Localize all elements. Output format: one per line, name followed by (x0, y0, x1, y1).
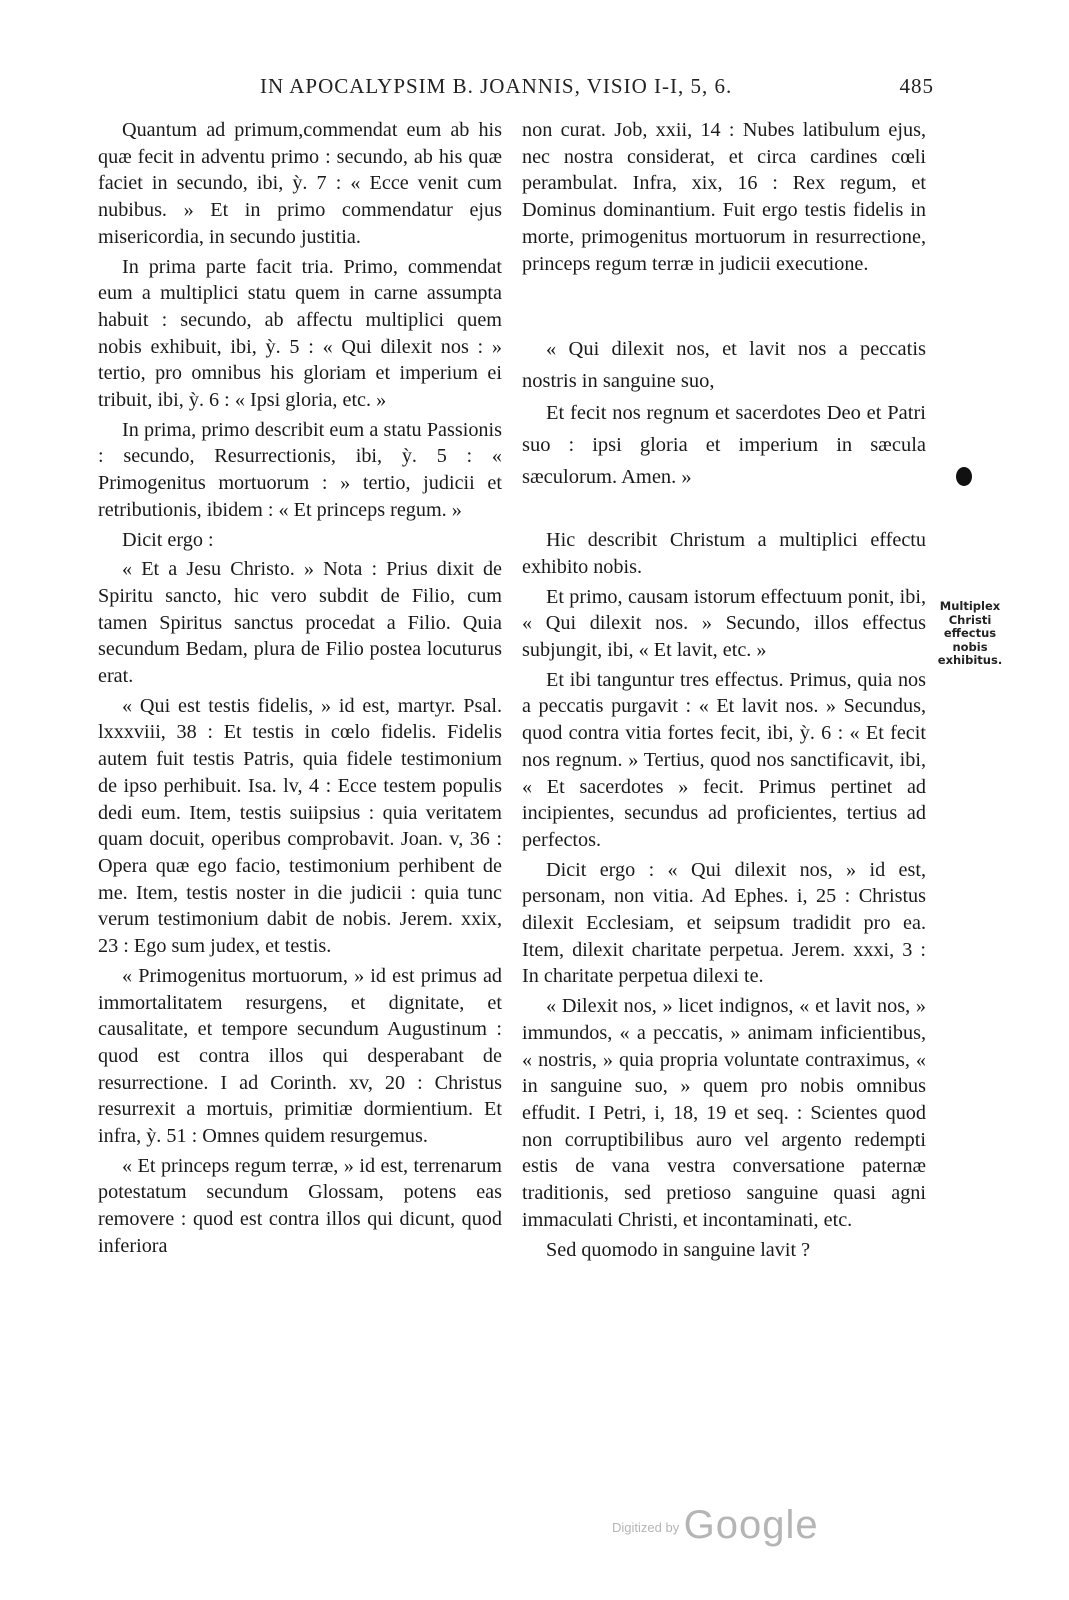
paragraph: « Qui est testis fidelis, » id est, martyr. Psal. lxxxviii, 38 : Et testis in cœlo fidelis. Fidelis autem fuit testis Patris, quia fidele testimonium de ipso perhibuit. Isa. lv, 4 : Ecce testem populis dedi eum. Item, testis suiipsius : quia veritatem quam docuit, operibus comprobavit. Joan. v, 36 : Opera quæ ego facio, testimonium perhibent de me. Item, testis noster in die judicii : quia tunc verum testimonium dabit de nobis. Jerem. xxix, 23 : Ego sum judex, et testis. (98, 694, 502, 958)
paragraph: « Et princeps regum terræ, » id est, terrenarum potestatum secundum Glossam, potens eas removere : quod est contra illos qui dicunt, quod inferiora (98, 1154, 502, 1257)
scripture-quote (522, 333, 926, 493)
paragraph: Et primo, causam istorum effectuum ponit, ibi, « Qui dilexit nos. » Secundo, illos effectus subjungit, ibi, « Et lavit, etc. » (522, 585, 926, 662)
paragraph: Sed quomodo in sanguine lavit ? (546, 1238, 811, 1261)
paragraph: « Dilexit nos, » licet indignos, « et lavit nos, » immundos, « a peccatis, » animam inficientibus, « nostris, » quia propria voluntate contraximus, « in sanguine suo, » quem pro nobis omnibus effudit. I Petri, i, 18, 19 et seq. : Scientes quod non corruptibilibus auro vel argento redempti estis de vana vestra conversatione paternæ traditionis, sed pretioso sanguine quasi agni immaculati Christi, et incontaminati, etc. (522, 995, 926, 1231)
paragraph: Quantum ad primum,commendat eum ab his quæ fecit in adventu primo : secundo, ab his quæ faciet in secundo, ibi, ỳ. 7 : « Ecce venit cum nubibus. » Et in primo commendatur ejus misericordia, in secundo justitia. (98, 119, 502, 248)
paragraph: Dicit ergo : (122, 528, 214, 551)
paragraph: « Et a Jesu Christo. » Nota : Prius dixit de Spiritu sancto, hic vero subdit de Filio, cum tamen Spiritus sanctus procedat a Filio. Quia secundum Bedam, plura de Filio postea locuturus erat. (98, 558, 502, 688)
running-header (260, 74, 934, 99)
page-number: 485 (899, 74, 934, 98)
quote-line: Et fecit nos regnum et sacerdotes Deo et Patri suo : ipsi gloria et imperium in sæcula sæculorum. Amen. » (522, 402, 926, 489)
left-column (98, 117, 502, 1263)
running-title: IN APOCALYPSIM B. JOANNIS, VISIO I-I, 5, 6. (260, 74, 733, 98)
paragraph: Et ibi tanguntur tres effectus. Primus, quia nos a peccatis purgavit : « Et lavit nos. » Secundus, quod contra vitia fortes fecit, ibi, ỳ. 6 : « Et fecit nos regnum. » Tertius, quod nos sanctificavit, ibi, « Et sacerdotes » fecit. Primus pertinet ad incipientes, secundus ad proficientes, tertius ad perfectos. (522, 668, 926, 851)
right-column (522, 117, 926, 1266)
paragraph: Dicit ergo : « Qui dilexit nos, » id est, personam, non vitia. Ad Ephes. i, 25 : Christus dilexit Ecclesiam, et seipsum tradidit pro ea. Item, dilexit charitate perpetua. Jerem. xxxi, 3 : In charitate perpetua dilexi te. (522, 858, 926, 988)
paragraph: Hic describit Christum a multiplici effectu exhibito nobis. (522, 529, 926, 578)
paragraph: In prima parte facit tria. Primo, commendat eum a multiplici statu quem in carne assumpta habuit : secundo, ab affectu multiplici quem nobis exhibuit, ibi, ỳ. 5 : « Qui dilexit nos : » tertio, pro omnibus his gloriam et imperium ei tribuit, ibi, ỳ. 6 : « Ipsi gloria, etc. » (98, 255, 502, 412)
google-logo: Google (683, 1503, 819, 1547)
paragraph: non curat. Job, xxii, 14 : Nubes latibulum ejus, nec nostra considerat, et circa cardines cœli perambulat. Infra, xix, 16 : Rex regum, et Dominus dominantium. Fuit ergo testis fidelis in morte, primogenitus mortuorum in resurrectione, princeps regum terræ in judicii executione. (522, 119, 926, 275)
margin-note: Multiplex Christi effectus nobis exhibitus. (937, 599, 1003, 667)
paragraph: In prima, primo describit eum a statu Passionis : secundo, Resurrectionis, ibi, ỳ. 5 : « Primogenitus mortuorum : » tertio, judicii et retributionis, ibidem : « Et princeps regum. » (98, 418, 502, 521)
quote-line: « Qui dilexit nos, et lavit nos a peccatis nostris in sanguine suo, (522, 338, 926, 393)
digitized-watermark (612, 1503, 819, 1548)
paragraph: « Primogenitus mortuorum, » id est primus ad immortalitatem resurgens, et dignitate, et causalitate, et tempore secundum Augustinum : quod est contra illos qui desperabant de resurrectione. I ad Corinth. xv, 20 : Christus resurrexit a mortuis, primitiæ dormientium. Et infra, ỳ. 51 : Omnes quidem resurgemus. (98, 964, 502, 1148)
watermark-prefix: Digitized by (612, 1520, 680, 1535)
bullet-mark-icon (956, 467, 972, 486)
